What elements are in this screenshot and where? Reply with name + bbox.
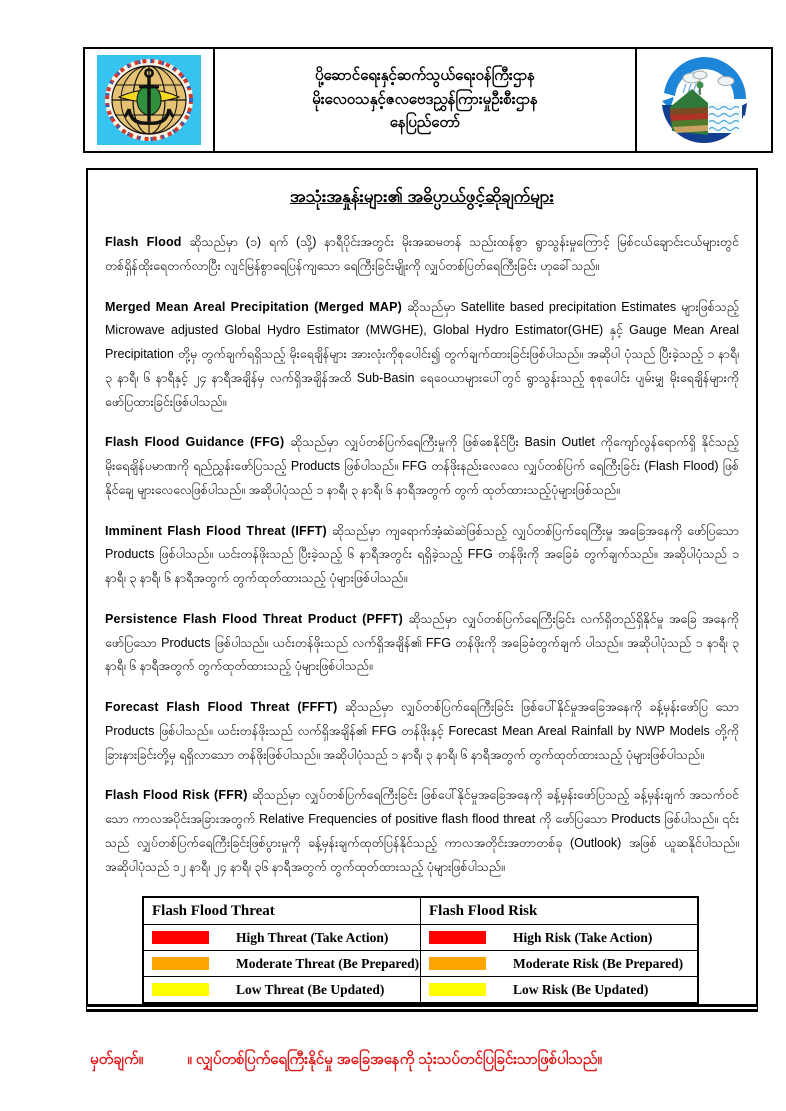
definition-merged-map (105, 296, 739, 415)
definition-ffft (105, 696, 739, 767)
legend-row-low (143, 977, 698, 1004)
threat-risk-legend-table (142, 896, 699, 1004)
high-threat-label: High Threat (Take Action) (236, 929, 389, 945)
moderate-threat-label: Moderate Threat (Be Prepared) (236, 955, 420, 971)
definition-pfft (105, 608, 739, 679)
letterhead (83, 47, 775, 153)
left-logo-cell (83, 47, 215, 153)
term-pfft: Persistence Flash Flood Threat Product (PFFT) (105, 611, 403, 626)
definition-body: ဆိုသည်မှာ လျှပ်တစ်ပြက်ရေကြီးခြင်း ဖြစ်ပေါ်နိုင်မှုအခြေအနေကို ခန့်မှန်းဖော်ပြသည့် ခန့်မှန်းချက် အသက်ဝင်သော ကာလအပိုင်းအခြားအတွက် Relative Frequencies of positive flash flood threat ကို ဖော်ပြသော Products ဖြစ်ပါသည်။ ၎င်းသည် လျှပ်တစ်ပြက်ရေကြီးခြင်းဖြစ်ပွားမှုကို ခန့်မှန်းချက်ထုတ်ပြန်နိုင်သည့် ကာလအတိုင်းအတာတစ်ခု (Outlook) အဖြစ် ယူဆနိုင်ပါသည်။ အဆိုပါပုံသည် ၁၂ နာရီ၊ ၂၄ နာရီ၊ ၃၆ နာရီအတွက် တွက်ထုတ်ထားသည့် ပုံများဖြစ်ပါသည်။ (105, 788, 739, 874)
legend-row-high (143, 925, 698, 951)
right-logo-cell (635, 47, 773, 153)
dmh-logo (648, 51, 760, 149)
department-name: မိုးလေဝသနှင့်ဇလဗေဒညွှန်ကြားမှုဦးစီးဌာန (312, 90, 538, 108)
ministry-emblem-icon (101, 57, 197, 143)
high-risk-label: High Risk (Take Action) (513, 929, 653, 945)
term-ifft: Imminent Flash Flood Threat (IFFT) (105, 523, 327, 538)
definition-ifft (105, 520, 739, 591)
moderate-risk-color-swatch (429, 957, 486, 970)
definition-body: ဆိုသည်မှာ ကျရောက်အံ့ဆဲဆဲဖြစ်သည့် လျှပ်တစ်ပြက်ရေကြီးမှု အခြေအနေကို ဖော်ပြသော Products ဖြစ်ပါသည်။ ယင်းတန်ဖိုးသည် ပြီးခဲ့သည့် ၆ နာရီအတွင်း ရရှိခဲ့သည့် FFG တန်ဖိုးကို အခြေခံ တွက်ချက်သည်။ အဆိုပါပုံသည် ၁ နာရီ၊ ၃ နာရီ၊ ၆ နာရီအတွက် တွက်ထုတ်ထားသည့် ပုံများဖြစ်ပါသည်။ (105, 523, 740, 585)
ministry-name: ပို့ဆောင်ရေးနှင့်ဆက်သွယ်ရေးဝန်ကြီးဌာန (315, 67, 535, 85)
definition-body: ဆိုသည်မှာ (၁) ရက် (သို့) နာရီပိုင်းအတွင်း မိုးအဆမတန် သည်းထန်စွာ ရွာသွန်းမှုကြောင့် မြစ်ငယ်ချောင်းငယ်များတွင် တစ်ရှိန်ထိုးရေတက်လာပြီး လျင်မြန်စွာရေပြန်ကျသော ရေကြီးခြင်းမျိုးကို လျှပ်တစ်ပြတ်ရေကြီးခြင်း ဟုခေါ်သည်။ (105, 235, 739, 273)
definition-body: ဆိုသည်မှာ လျှပ်တစ်ပြက်ရေကြီးမှုကို ဖြစ်စေနိုင်ပြီး Basin Outlet ကိုကျော်လွန်ရောက်ရှိ နိုင်သည့် မိုးရေချိန်ပမာဏကို ရည်ညွှန်းဖော်ပြသည့် Products ဖြစ်ပါသည်။ FFG တန်ဖိုးနည်းလေလေ လျှပ်တစ်ပြက် ရေကြီးခြင်း (Flash Flood) ဖြစ်နိုင်ချေ များလေလေဖြစ်ပါသည်။ အဆိုပါပုံသည် ၁ နာရီ၊ ၃ နာရီ၊ ၆ နာရီအတွက် တွက် ထုတ်ထားသည့်ပုံများဖြစ်သည်။ (105, 435, 740, 497)
moderate-risk-label: Moderate Risk (Be Prepared) (513, 955, 684, 971)
ministry-logo (97, 55, 201, 145)
low-threat-label: Low Threat (Be Updated) (236, 981, 385, 997)
definition-body: ဆိုသည်မှာ Satellite based precipitation Estimates များဖြစ်သည့် Microwave adjusted Global Hydro Estimator (MWGHE), Global Hydro Estimator(GHE) နှင့် Gauge Mean Areal Precipitation တို့မှ တွက်ချက်ရရှိသည့် မိုးရေချိန်များ အားလုံးကိုစုပေါင်း၍ တွက်ချက်ထားခြင်းဖြစ်ပါသည်။ အဆိုပါ ပုံသည် ပြီးခဲ့သည့် ၁ နာရီ၊ ၃ နာရီ၊ ၆ နာရီနှင့် ၂၄ နာရီအချိန်မှ လက်ရှိအချိန်အထိ Sub-Basin ရေဝေယာများပေါ်တွင် ရွာသွန်းသည့် စုစုပေါင်း ပျမ်းမျှ မိုးရေချိန်များကို ဖော်ပြထားခြင်းဖြစ်ပါသည်။ (105, 299, 739, 409)
term-merged-map: Merged Mean Areal Precipitation (Merged MAP) (105, 299, 403, 314)
definition-ffr (105, 784, 739, 879)
definition-flash-flood (105, 231, 739, 279)
remark-note (90, 1050, 750, 1072)
high-threat-color-swatch (152, 931, 209, 944)
term-ffg: Flash Flood Guidance (FFG) (105, 435, 285, 450)
definition-body: ဆိုသည်မှာ လျှပ်တစ်ပြက်ရေကြီးခြင်း ဖြစ်ပေါ်နိုင်မှုအခြေအနေကို ခန့်မှန်းဖော်ပြ သော Products ဖြစ်ပါသည်။ ယင်းတန်ဖိုးသည် လက်ရှိအချိန်၏ FFG တန်ဖိုးနှင့် Forecast Mean Areal Rainfall by NWP Models တို့ကို ခြားနားခြင်းတို့မှ ရရှိလာသော တန်ဖိုးဖြစ်ပါသည်။ အဆိုပါပုံသည် ၁ နာရီ၊ ၃ နာရီ၊ ၆ နာရီအတွက် တွက်ထုတ်ထားသည့် ပုံများဖြစ်ပါသည်။ (105, 700, 739, 762)
location-name: နေပြည်တော် (389, 114, 461, 132)
low-risk-label: Low Risk (Be Updated) (513, 981, 649, 997)
low-threat-color-swatch (152, 983, 209, 996)
term-flash-flood: Flash Flood (105, 235, 182, 249)
threat-column-header: Flash Flood Threat (143, 897, 421, 925)
term-ffr: Flash Flood Risk (FFR) (105, 788, 248, 803)
letterhead-text-cell (213, 47, 637, 153)
page-title: အသုံးအနှုန်းများ၏ အဓိပ္ပာယ်ဖွင့်ဆိုချက်များ (290, 187, 554, 206)
definition-ffg (105, 431, 739, 502)
definitions-panel (86, 168, 758, 1012)
term-ffft: Forecast Flash Flood Threat (FFFT) (105, 700, 338, 714)
remark-label: မှတ်ချက်။ (90, 1051, 144, 1068)
definition-body: ဆိုသည်မှာ လျှပ်တစ်ပြက်ရေကြီးခြင်း လက်ရှိတည်ရှိနိုင်မှု အခြေ အနေကို ဖော်ပြသော Products ဖြစ်ပါသည်။ ယင်းတန်ဖိုးသည် လက်ရှိအချိန်၏ FFG တန်ဖိုးကို အခြေခံတွက်ချက် ပါသည်။ အဆိုပါပုံသည် ၁ နာရီ၊ ၃ နာရီ၊ ၆ နာရီအတွက် တွက်ထုတ်ထားသည့် ပုံများဖြစ်ပါသည်။ (105, 611, 739, 674)
risk-column-header: Flash Flood Risk (421, 897, 699, 925)
legend-row-moderate (143, 951, 698, 977)
high-risk-color-swatch (429, 931, 486, 944)
low-risk-color-swatch (429, 983, 486, 996)
remark-text: ။ လျှပ်တစ်ပြက်ရေကြီးနိုင်မှု အခြေအနေကို သုံးသပ်တင်ပြခြင်းသာဖြစ်ပါသည်။ (187, 1051, 602, 1068)
legend-header-row (143, 897, 698, 925)
moderate-threat-color-swatch (152, 957, 209, 970)
